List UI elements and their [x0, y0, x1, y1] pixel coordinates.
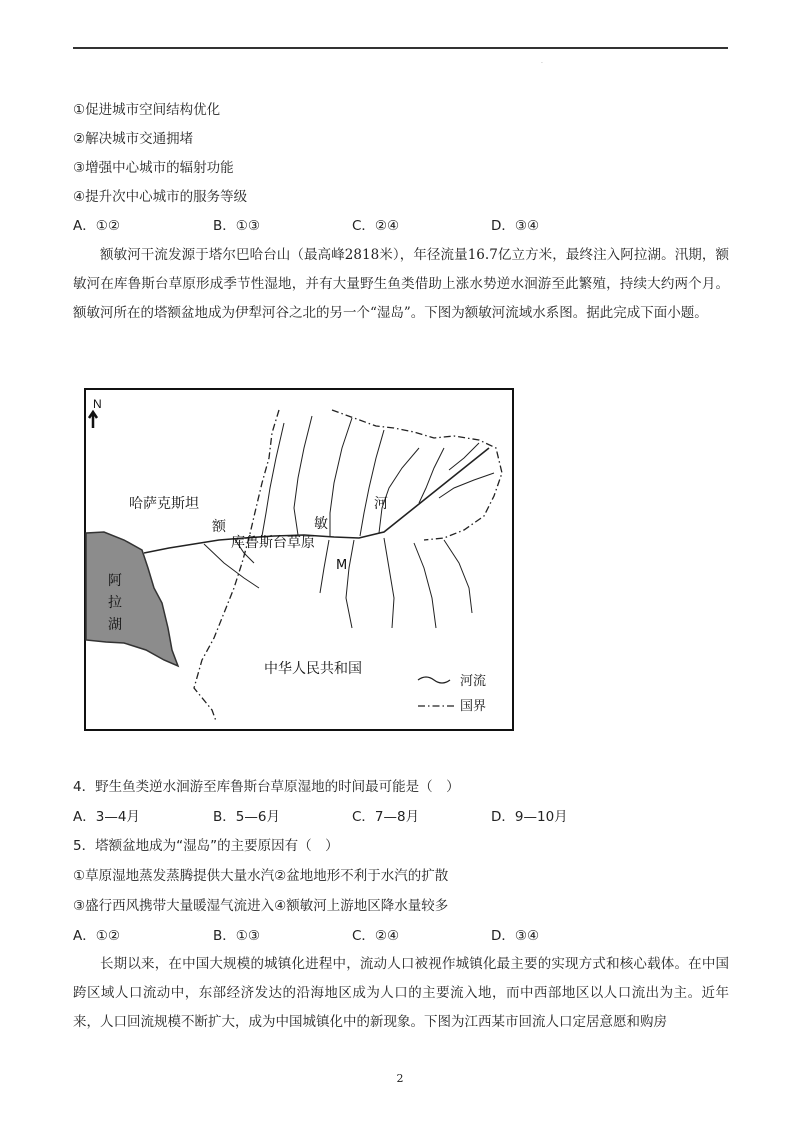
river-map	[84, 388, 514, 731]
north-label: N	[93, 397, 102, 411]
label-kazakhstan: 哈萨克斯坦	[129, 496, 199, 512]
header-rule	[73, 47, 728, 49]
q5-option-c[interactable]: C．②④	[352, 928, 400, 944]
item-2: ②解决城市交通拥堵	[73, 131, 194, 147]
label-china: 中华人民共和国	[264, 661, 362, 677]
map-frame	[85, 389, 513, 730]
legend-border-label: 国界	[460, 699, 487, 714]
header-dot: .	[541, 58, 543, 65]
label-river-min: 敏	[314, 516, 328, 532]
option-b[interactable]: B．①③	[213, 218, 260, 234]
q5-statement-2: ③盛行西风携带大量暖湿气流进入④额敏河上游地区降水量较多	[73, 898, 449, 914]
q5-statement-1: ①草原湿地蒸发蒸腾提供大量水汽②盆地地形不利于水汽的扩散	[73, 868, 449, 884]
option-a[interactable]: A．①②	[73, 218, 120, 234]
q4-option-a[interactable]: A．3—4月	[73, 809, 140, 825]
item-1: ①促进城市空间结构优化	[73, 102, 221, 118]
label-lake-1: 阿	[108, 573, 122, 589]
page-number: 2	[396, 1072, 404, 1085]
q5-option-d[interactable]: D．③④	[491, 928, 540, 944]
passage-2: 长期以来，在中国大规模的城镇化进程中，流动人口被视作城镇化最主要的实现方式和核心载体。在中国跨区域人口流动中，东部经济发达的沿海地区成为人口的主要流入地，而中西部地区以人口流出为主。近年来，人口回流规模不断扩大，成为中国城镇化中的新现象。下图为江西某市回流人口定居意愿和购房	[73, 956, 729, 1030]
item-4: ④提升次中心城市的服务等级	[73, 189, 248, 205]
q4-option-d[interactable]: D．9—10月	[491, 809, 568, 825]
q5-option-a[interactable]: A．①②	[73, 928, 120, 944]
label-river-e: 额	[212, 519, 226, 535]
label-m: M	[336, 558, 348, 573]
q4-option-b[interactable]: B．5—6月	[213, 809, 280, 825]
q4-stem: 4．野生鱼类逆水洄游至库鲁斯台草原湿地的时间最可能是（ ）	[73, 779, 460, 795]
label-grassland: 库鲁斯台草原	[231, 535, 315, 551]
q5-stem: 5．塔额盆地成为“湿岛”的主要原因有（ ）	[73, 838, 339, 854]
label-river-he: 河	[374, 496, 388, 512]
passage-1: 额敏河干流发源于塔尔巴哈台山（最高峰2818米），年径流量16.7亿立方米，最终注入阿拉湖。汛期，额敏河在库鲁斯台草原形成季节性湿地，并有大量野生鱼类借助上涨水势逆水洄游至此繁殖，持续大约两个月。额敏河所在的塔额盆地成为伊犁河谷之北的另一个“湿岛”。下图为额敏河流域水系图。据此完成下面小题。	[73, 247, 729, 321]
label-lake-3: 湖	[108, 617, 122, 633]
option-c[interactable]: C．②④	[352, 218, 400, 234]
q5-option-b[interactable]: B．①③	[213, 928, 260, 944]
legend-river-label: 河流	[460, 674, 487, 689]
option-d[interactable]: D．③④	[491, 218, 540, 234]
label-lake-2: 拉	[108, 595, 122, 611]
q4-option-c[interactable]: C．7—8月	[352, 809, 420, 825]
item-3: ③增强中心城市的辐射功能	[73, 160, 234, 176]
